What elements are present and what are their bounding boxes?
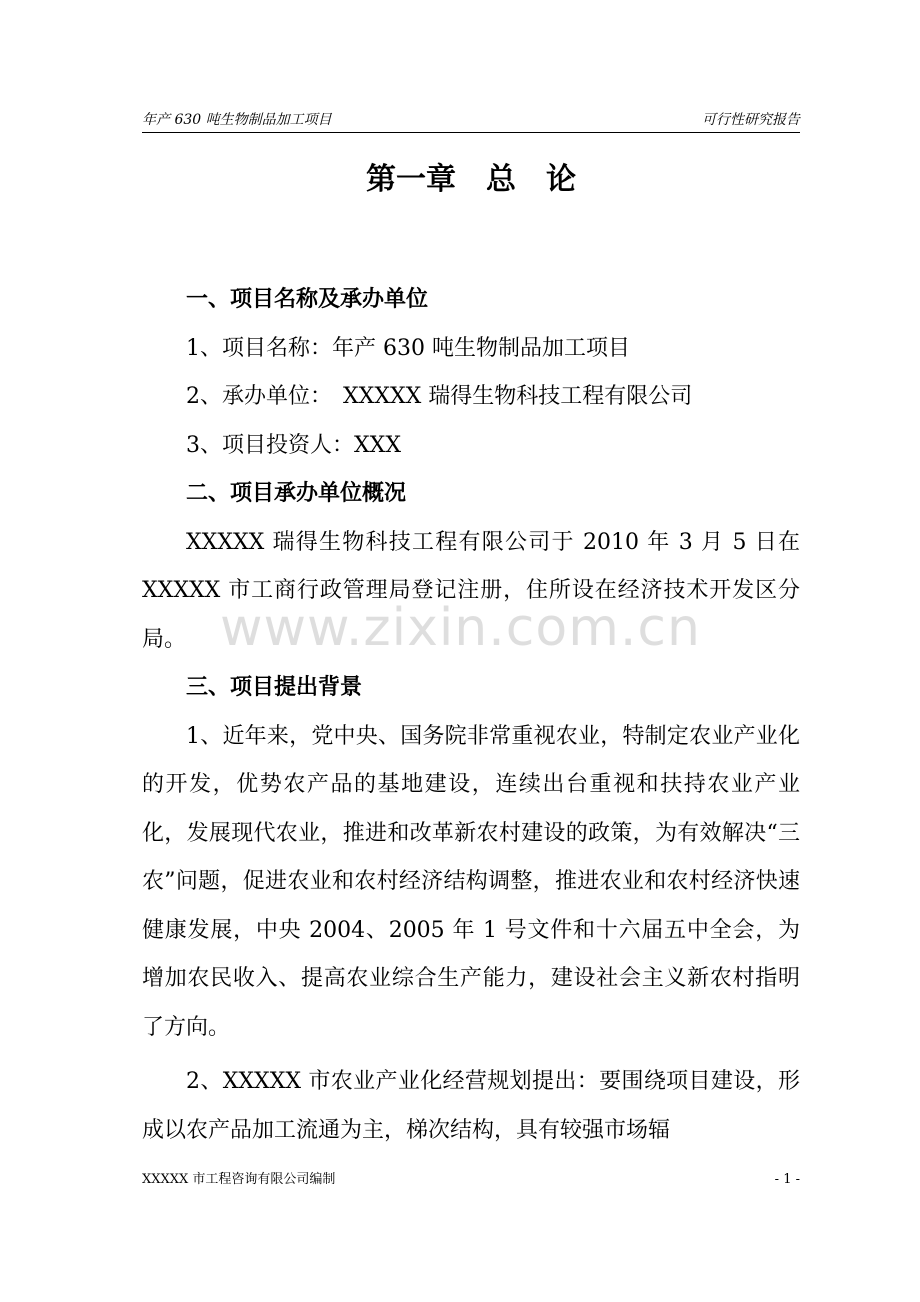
section-heading-organizer-overview: 二、项目承办单位概况	[186, 481, 407, 506]
page-header	[142, 108, 800, 133]
header-project-name: 年产 630 吨生物制品加工项目	[142, 112, 332, 128]
organizer-line: 2、承办单位： XXXXX 瑞得生物科技工程有限公司	[186, 384, 693, 409]
background-paragraph-2: 2、XXXXX 市农业产业化经营规划提出：要围绕项目建设，形成以农产品加工流通为主，梯次结构，具有较强市场辐	[142, 1069, 800, 1143]
section-heading-project-name: 一、项目名称及承办单位	[186, 287, 429, 312]
background-paragraph-1: 1、近年来，党中央、国务院非常重视农业，特制定农业产业化的开发，优势农产品的基地建设，连续出台重视和扶持农业产业化，发展现代农业，推进和改革新农村建设的政策，为有效解决“三农”问题，促进农业和农村经济结构调整，推进农业和农村经济快速健康发展，中央 2004、2005 年 1 号文件和十六届五中全会，为增加农民收入、提高农业综合生产能力，建设社会主义新农村指明了方向。	[142, 723, 800, 1040]
page-number: - 1 -	[774, 1172, 800, 1187]
footer-publisher: XXXXX 市工程咨询有限公司编制	[142, 1172, 336, 1187]
project-name-line: 1、项目名称：年产 630 吨生物制品加工项目	[186, 335, 630, 361]
watermark: www.zixin.com.cn	[220, 598, 701, 658]
document-body	[142, 276, 800, 1155]
organizer-overview-paragraph: XXXXX 瑞得生物科技工程有限公司于 2010 年 3 月 5 日在 XXXXX 市工商行政管理局登记注册，住所设在经济技术开发区分局。	[142, 529, 800, 652]
chapter-title: 第一章 总 论	[366, 162, 576, 197]
header-report-type: 可行性研究报告	[702, 112, 800, 128]
section-heading-background: 三、项目提出背景	[186, 675, 363, 700]
investor-line: 3、项目投资人：XXX	[186, 432, 401, 458]
